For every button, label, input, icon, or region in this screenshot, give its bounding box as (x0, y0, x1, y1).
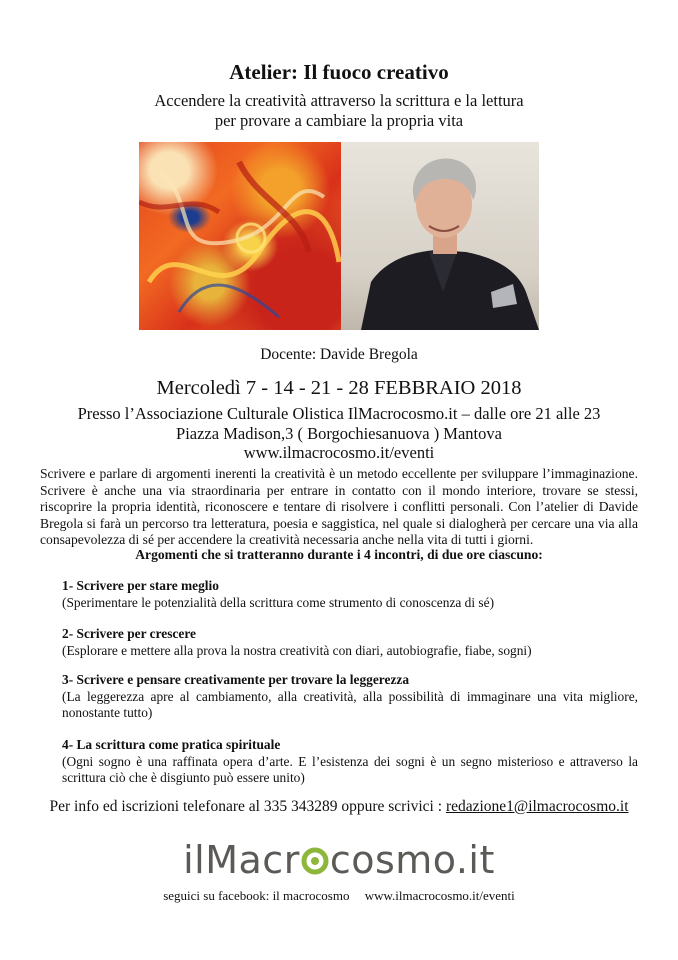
venue-website-link[interactable]: www.ilmacrocosmo.it/eventi (243, 443, 435, 462)
topic-description: (Sperimentare le potenzialità della scrittura come strumento di conoscenza di sé) (62, 594, 495, 610)
subtitle-line-1: Accendere la creatività attraverso la scrittura e la lettura (154, 91, 524, 110)
email-link[interactable]: redazione1@ilmacrocosmo.it (445, 798, 629, 815)
topic-description: (La leggerezza apre al cambiamento, alla creatività, alla possibilità di immaginare una vita migliore, nonostante tutto) (62, 688, 638, 720)
topic-description: (Esplorare e mettere alla prova la nostra creatività con diari, autobiografie, fiabe, sogni) (62, 642, 532, 658)
venue-line-1: Presso l’Associazione Culturale Olistica IlMacrocosmo.it – dalle ore 21 alle 23 (77, 404, 601, 423)
topic-title: 1- Scrivere per stare meglio (62, 578, 219, 593)
footer (0, 888, 678, 904)
contact-info (0, 798, 678, 816)
topic-item (62, 626, 638, 659)
contact-text: Per info ed iscrizioni telefonare al 335 343289 oppure scrivici : (49, 798, 446, 815)
event-dates: Mercoledì 7 - 14 - 21 - 28 FEBBRAIO 2018 (156, 377, 522, 399)
painting-image (139, 142, 341, 330)
intro-paragraph: Scrivere e parlare di argomenti inerenti la creatività è un metodo eccellente per sviluppare l’immaginazione. Scrivere è anche una via straordinaria per entrare in contatto con il mondo interiore, trovare se stessi, riscoprire la propria identità, riconoscere e tentare di risolvere i conflitti personali. Con l’atelier di Davide Bregola si farà un percorso tra letteratura, poesia e saggistica, nel quale si dialogherà per cercare una via alla consapevolezza di sé per accendere la creatività necessaria anche nella vita di tutti i giorni. (40, 466, 638, 547)
topic-item (62, 578, 638, 611)
brand-logo (0, 838, 678, 885)
venue-address: Piazza Madison,3 ( Borgochiesanuova ) Mantova (176, 424, 502, 443)
topic-title: 4- La scrittura come pratica spirituale (62, 737, 281, 752)
logo-text-part2: cosmo.it (329, 838, 495, 882)
teacher-name: Docente: Davide Bregola (260, 346, 418, 363)
page-title: Atelier: Il fuoco creativo (229, 60, 449, 84)
topic-title: 3- Scrivere e pensare creativamente per trovare la leggerezza (62, 672, 410, 687)
topics-heading: Argomenti che si tratteranno durante i 4 incontri, di due ore ciascuno: (135, 547, 543, 562)
logo-ring-icon (300, 841, 330, 885)
topic-description: (Ogni sogno è una raffinata opera d’arte. E l’esistenza dei sogni è un segno misterioso e attraverso la scrittura ciò che è disgiunto può essere unito) (62, 753, 638, 785)
topic-title: 2- Scrivere per crescere (62, 626, 196, 641)
footer-website-link[interactable]: www.ilmacrocosmo.it/eventi (364, 888, 515, 903)
portrait-photo (341, 142, 539, 330)
topic-item (62, 737, 638, 787)
facebook-text: seguici su facebook: il macrocosmo (163, 888, 350, 903)
subtitle-line-2: per provare a cambiare la propria vita (214, 111, 464, 130)
header-images (139, 142, 539, 330)
logo-text-part1: ilMacr (183, 838, 300, 882)
topic-item (62, 672, 638, 722)
